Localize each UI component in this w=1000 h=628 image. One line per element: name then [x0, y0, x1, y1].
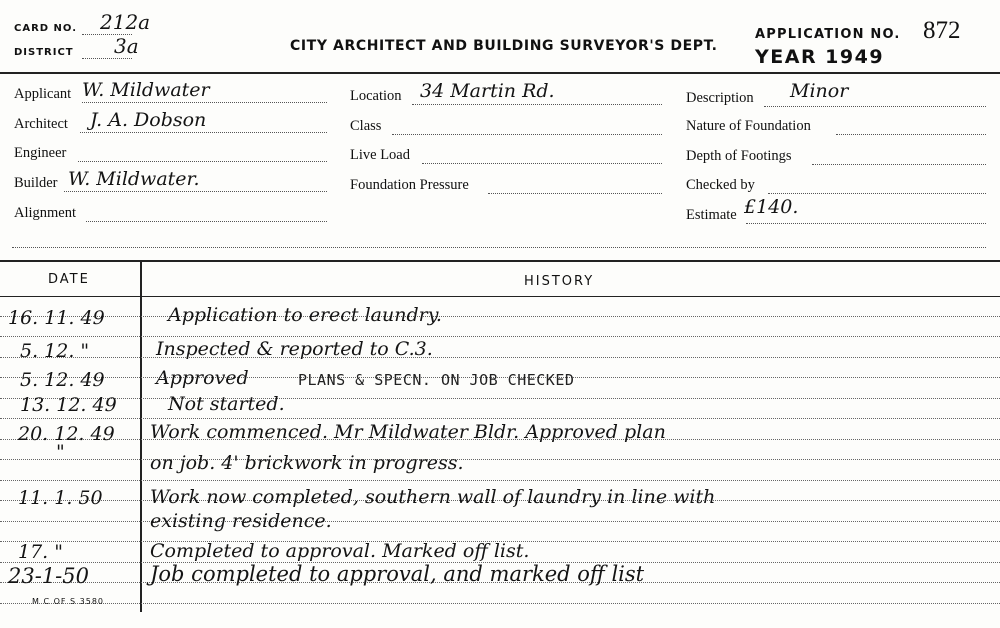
history-text-8: existing residence. [150, 510, 332, 532]
class-label: Class [350, 118, 382, 134]
district-value: 3a [114, 34, 139, 58]
depth-of-footings-label: Depth of Footings [686, 148, 792, 164]
nature-of-foundation-label: Nature of Foundation [686, 118, 811, 134]
history-date-1: 16. 11. 49 [8, 307, 105, 329]
description-value: Minor [790, 80, 849, 102]
history-text-2: Inspected & reported to C.3. [156, 338, 433, 360]
history-date-3: 5. 12. 49 [20, 369, 105, 391]
application-no-label: APPLICATION NO. [755, 27, 901, 42]
approval-stamp: PLANS & SPECN. ON JOB CHECKED [298, 371, 575, 389]
checked-by-label: Checked by [686, 177, 755, 193]
history-text-9: Completed to approval. Marked off list. [150, 540, 530, 562]
history-text-7: Work now completed, southern wall of laundry in line with [150, 486, 716, 508]
history-date-4: 13. 12. 49 [20, 394, 117, 416]
builder-value: W. Mildwater. [68, 168, 200, 190]
history-date-9: 17. " [18, 541, 63, 563]
applicant-label: Applicant [14, 86, 72, 102]
history-text-6: on job. 4' brickwork in progress. [150, 452, 464, 474]
architect-label: Architect [14, 116, 68, 132]
form-number: M C OF S 3580 [32, 597, 104, 606]
card-no-value: 212a [100, 10, 151, 34]
architect-value: J. A. Dobson [90, 109, 207, 131]
department-title: CITY ARCHITECT AND BUILDING SURVEYOR'S DEPT. [290, 38, 718, 54]
foundation-pressure-label: Foundation Pressure [350, 177, 469, 193]
live-load-label: Live Load [350, 147, 410, 163]
year-label: YEAR 1949 [755, 46, 885, 68]
description-label: Description [686, 90, 754, 106]
card-no-label: CARD NO. [14, 23, 78, 34]
engineer-label: Engineer [14, 145, 67, 161]
estimate-value: £140. [744, 196, 799, 218]
application-no-value: 872 [923, 17, 961, 44]
district-label: DISTRICT [14, 47, 74, 58]
date-column-header: DATE [48, 272, 90, 287]
history-date-7: 11. 1. 50 [18, 487, 103, 509]
estimate-label: Estimate [686, 207, 737, 223]
location-label: Location [350, 88, 402, 104]
history-date-2: 5. 12. " [20, 340, 90, 362]
history-text-10: Job completed to approval, and marked off list [150, 562, 645, 586]
history-text-5: Work commenced. Mr Mildwater Bldr. Approved plan [150, 421, 666, 443]
history-date-5: 20. 12. 49 [18, 423, 115, 445]
history-date-6: " [56, 441, 65, 463]
applicant-value: W. Mildwater [82, 79, 210, 101]
history-text-3: Approved [156, 367, 249, 389]
builder-label: Builder [14, 175, 58, 191]
history-text-4: Not started. [168, 393, 285, 415]
history-text-1: Application to erect laundry. [168, 304, 442, 326]
history-date-10: 23-1-50 [8, 564, 89, 588]
alignment-label: Alignment [14, 205, 77, 221]
location-value: 34 Martin Rd. [420, 80, 555, 102]
history-column-header: HISTORY [524, 274, 595, 289]
